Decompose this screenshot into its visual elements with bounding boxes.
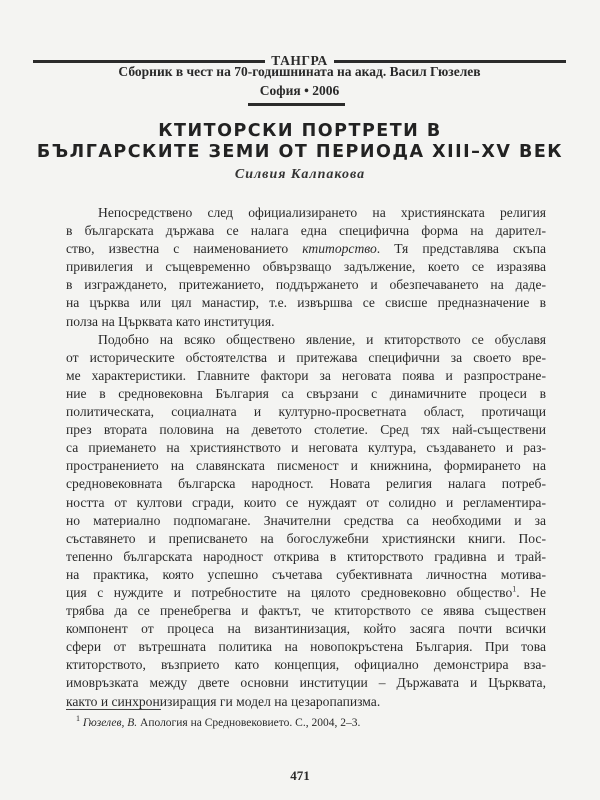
title-line-2: БЪЛГАРСКИТЕ ЗЕМИ ОТ ПЕРИОДА XIII–XV ВЕК	[36, 142, 564, 162]
text-line: в изграждането, притежанието, поддържането и обезпечаването на даде-	[66, 277, 546, 293]
place-year: София • 2006	[259, 83, 340, 98]
text-line: на църква или цял манастир, т.е. извършва се свисше предназначение в	[66, 295, 546, 311]
paragraph-1	[66, 204, 546, 331]
text-line: ние в средновековна България са свързани с динамичните процеси в	[66, 385, 546, 401]
text-line: сфери от вътрешната политика на новопокръстена България. При това	[66, 639, 546, 655]
text-line: ността от култови сгради, които се нуждаят от солидно и регламентира-	[66, 494, 546, 510]
footnote-author: Гюзелев, В.	[82, 717, 138, 729]
text-line: трябва да се пренебрегва и фактът, че ктиторството се явява съществен	[66, 603, 546, 619]
text-line: компонент от процеса на византинизация, който засяга почти всички	[66, 621, 546, 637]
footnote	[66, 716, 556, 730]
journal-name: ТАНГРА	[271, 53, 328, 68]
footnote-divider	[66, 709, 161, 710]
text-line: са приемането на християнството и неговата култура, създаването и раз-	[66, 440, 546, 456]
title-line-1: КТИТОРСКИ ПОРТРЕТИ В	[158, 121, 442, 141]
text-line: полза на Църквата като институция.	[66, 313, 275, 329]
text-line: Подобно на всяко обществено явление, и ктиторството се обуславя	[98, 331, 546, 347]
text-line: Непосредствено след официализирането на християнската религия	[98, 205, 546, 220]
text-span: . Не	[516, 584, 546, 600]
text-line: от историческите обстоятелства и притежава специфични за своето вре-	[66, 349, 546, 365]
text-span: ция с нуждите и потребностите на цялото средновековно общество	[66, 584, 513, 600]
article-author: Силвия Калпакова	[234, 167, 366, 182]
text-line	[66, 240, 546, 258]
text-line	[66, 584, 546, 602]
article-title	[30, 121, 570, 163]
text-line: но материално подпомагане. Значителни средства са необходими и за	[66, 512, 546, 528]
text-span: . Тя представлява скъпа	[376, 241, 547, 257]
text-line: ме характеристики. Главните фактори за неговата поява и разпростране-	[66, 367, 546, 383]
header-divider	[248, 103, 345, 106]
paragraph-2	[66, 331, 546, 711]
article-body	[66, 204, 546, 711]
text-line: на практика, която успешно съчетава субективната личностна мотива-	[66, 566, 546, 582]
text-line: пространението на славянската писменост и книжнина, формирането на	[66, 458, 546, 474]
text-line: в българската държава се налага една специфична форма на дарител-	[66, 223, 546, 239]
text-line: както и синхронизиращия ги модел на цезаропапизма.	[66, 693, 381, 709]
text-line: привилегия и същевременно обвързващо задължение, което се изразява	[66, 259, 546, 275]
footnote-ref[interactable]: 1	[512, 584, 517, 594]
text-line: ктиторството, възприето като концепция, официално демонстрира вза-	[66, 657, 546, 673]
page-number: 471	[290, 768, 310, 783]
emphasis-term: ктиторство	[302, 241, 377, 257]
text-line: имовръзката между двете основни институции – Държавата и Църквата,	[66, 675, 546, 691]
collection-title: Сборник в чест на 70-годишнината на акад. Васил Гюзелев	[118, 64, 481, 79]
text-span: ство, известна с наименованието	[66, 241, 303, 257]
text-line: политическата, социалната и културно-просветната област, протичащи	[66, 404, 546, 420]
text-line: през втората половина на деветото столетие. Сред тях най-съществени	[66, 422, 546, 438]
footnote-text: Апология на Средновековието. С., 2004, 2–3.	[137, 717, 361, 729]
text-line: средновековната българска народност. Новата религия налага потреб-	[66, 476, 546, 492]
text-line: съставянето и преписването на богослужебни християнски книги. Пос-	[66, 530, 546, 546]
footnote-marker: 1	[76, 714, 80, 724]
text-line: тепенно българската народност открива в ктиторството градивна и трай-	[66, 548, 546, 564]
